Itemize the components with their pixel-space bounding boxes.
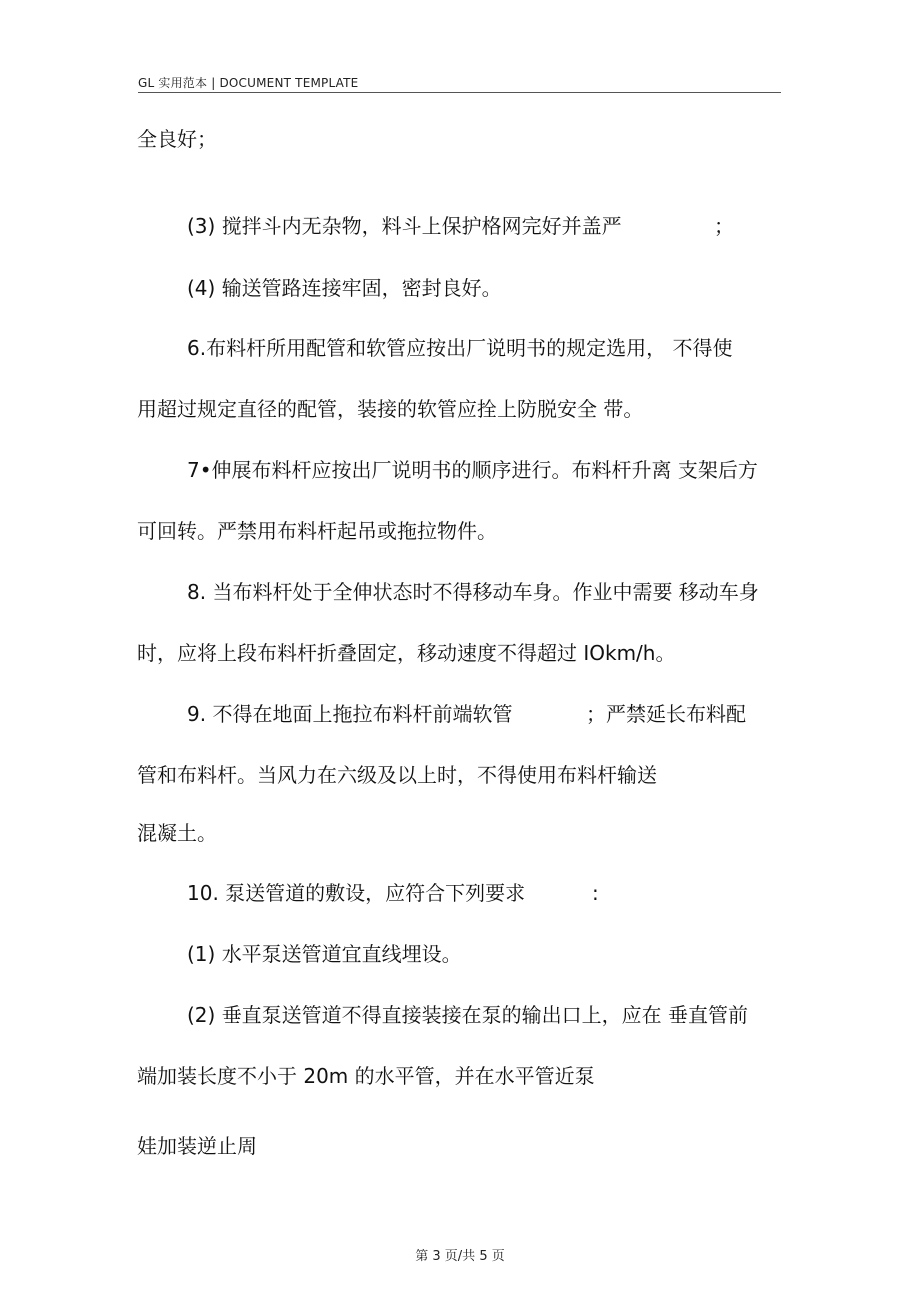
text-line: 7•伸展布料杆应按出厂说明书的顺序进行。布料杆升离 支架后方 (187, 458, 758, 482)
header-divider (138, 92, 781, 93)
text-line: 管和布料杆。当风力在六级及以上时，不得使用布料杆输送 (137, 763, 657, 787)
text-line: (2) 垂直泵送管道不得直接装接在泵的输出口上，应在 垂直管前 (187, 1003, 749, 1027)
text-line: 用超过规定直径的配管，装接的软管应拴上防脱安全 带。 (137, 397, 644, 421)
text-line: 混凝土。 (137, 821, 217, 845)
text-line: 时，应将上段布料杆折叠固定，移动速度不得超过 IOkm/h。 (137, 641, 676, 665)
text-line: 9. 不得在地面上拖拉布料杆前端软管 (187, 702, 513, 726)
text-line: 娃加装逆止周 (137, 1134, 257, 1158)
text-line: (3) 搅拌斗内无杂物，料斗上保护格网完好并盖严 (187, 214, 622, 238)
page-header: GL 实用范本 | DOCUMENT TEMPLATE (138, 76, 359, 90)
page-number: 第 3 页/共 5 页 (415, 1249, 505, 1264)
text-line: 8. 当布料杆处于全伸状态时不得移动车身。作业中需要 移动车身 (187, 580, 759, 604)
text-line: (4) 输送管路连接牢固，密封良好。 (187, 276, 502, 300)
text-line: 10. 泵送管道的敷设，应符合下列要求 (187, 881, 526, 905)
text-line: 端加装长度不小于 20m 的水平管，并在水平管近泵 (137, 1064, 595, 1088)
text-line: 6.布料杆所用配管和软管应按出厂说明书的规定选用， 不得使 (187, 336, 733, 360)
text-line: ； (714, 214, 734, 238)
text-line: : (592, 881, 599, 905)
text-line: ；严禁延长布料配 (586, 702, 746, 726)
text-line: 全良好； (137, 127, 217, 151)
text-line: 可回转。严禁用布料杆起吊或拖拉物件。 (137, 519, 497, 543)
text-line: (1) 水平泵送管道宜直线埋设。 (187, 942, 462, 966)
